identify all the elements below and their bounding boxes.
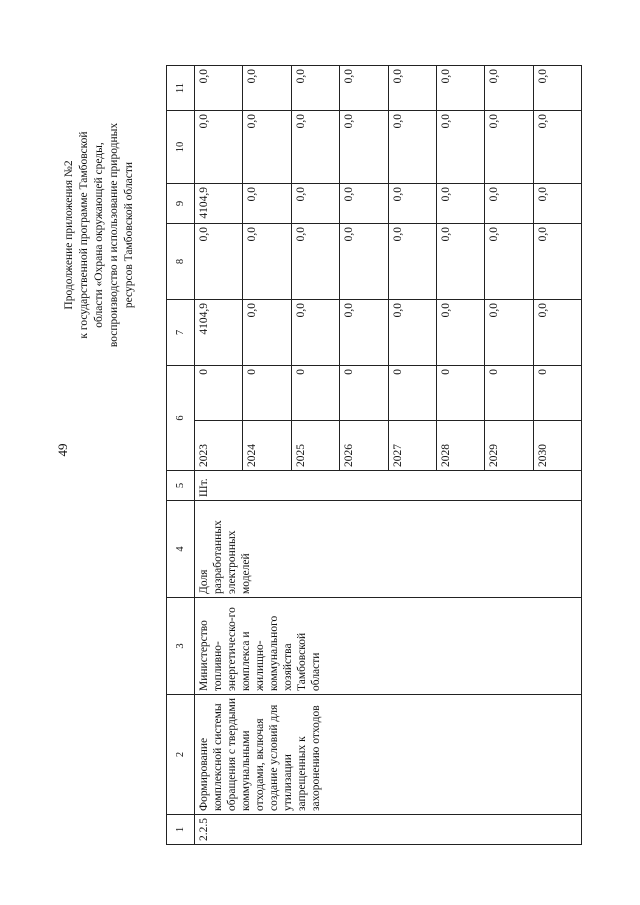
value-cell: 0,0 (340, 184, 388, 224)
value-cell: 0,0 (533, 111, 581, 184)
value-cell: 0,0 (291, 66, 339, 111)
value-cell: 0,0 (533, 66, 581, 111)
value-cell: 0,0 (243, 66, 291, 111)
value-cell: 0 (291, 366, 339, 421)
row-id: 2.2.5 (195, 815, 582, 845)
column-number: 10 (167, 111, 195, 184)
value-cell: 0,0 (243, 111, 291, 184)
value-cell: 0,0 (533, 184, 581, 224)
value-cell: 0,0 (243, 300, 291, 366)
column-number: 7 (167, 300, 195, 366)
value-cell: 0,0 (485, 111, 533, 184)
value-cell: 4104,9 (195, 300, 243, 366)
appendix-line: Продолжение приложения №2 (63, 160, 75, 310)
year-cell: 2023 (195, 421, 243, 471)
event-name: Формирование комплексной системы обращения с твердыми коммунальными отходами, включая создание условий для утилизации запрещенных к захоронению отходов (195, 695, 582, 815)
value-cell: 0,0 (243, 184, 291, 224)
appendix-line: к государственной программе Тамбовской (78, 131, 90, 339)
value-cell: 0,0 (291, 300, 339, 366)
value-cell: 0 (340, 366, 388, 421)
appendix-line: области «Охрана окружающей среды, (93, 142, 105, 328)
appendix-line: воспроизводство и использование природных (108, 122, 120, 348)
value-cell: 0 (243, 366, 291, 421)
value-cell: 0,0 (195, 111, 243, 184)
value-cell: 0,0 (291, 111, 339, 184)
value-cell: 0,0 (340, 224, 388, 300)
value-cell: 0,0 (243, 224, 291, 300)
value-cell: 0,0 (291, 184, 339, 224)
header-row (167, 66, 195, 845)
value-cell: 0,0 (291, 224, 339, 300)
unit: Шт. (195, 471, 582, 501)
value-cell: 0,0 (436, 184, 484, 224)
program-table (166, 65, 582, 845)
value-cell: 0,0 (340, 111, 388, 184)
value-cell: 0,0 (340, 300, 388, 366)
value-cell: 0,0 (388, 224, 436, 300)
value-cell: 0,0 (485, 66, 533, 111)
column-number: 1 (167, 815, 195, 845)
value-cell: 0,0 (485, 184, 533, 224)
value-cell: 0,0 (195, 66, 243, 111)
responsible-executor: Министерство топливно-энергетическо-го комплекса и жилищно-коммунального хозяйства Тамбовской области (195, 598, 582, 695)
column-number: 4 (167, 501, 195, 598)
column-number: 3 (167, 598, 195, 695)
value-cell: 0,0 (436, 224, 484, 300)
column-number: 8 (167, 224, 195, 300)
appendix-line: ресурсов Тамбовской области (123, 161, 135, 309)
column-number: 6 (167, 366, 195, 471)
year-cell: 2026 (340, 421, 388, 471)
value-cell: 0,0 (388, 111, 436, 184)
column-number: 2 (167, 695, 195, 815)
column-number: 11 (167, 66, 195, 111)
value-cell: 0,0 (340, 66, 388, 111)
table-row (195, 66, 243, 845)
value-cell: 0 (485, 366, 533, 421)
value-cell: 0,0 (195, 224, 243, 300)
page-number: 49 (55, 443, 70, 457)
value-cell: 0 (436, 366, 484, 421)
value-cell: 0,0 (388, 66, 436, 111)
year-cell: 2029 (485, 421, 533, 471)
value-cell: 0,0 (436, 66, 484, 111)
year-cell: 2027 (388, 421, 436, 471)
value-cell: 0 (533, 366, 581, 421)
value-cell: 0,0 (436, 111, 484, 184)
value-cell: 0,0 (485, 300, 533, 366)
value-cell: 0 (195, 366, 243, 421)
appendix-caption (62, 110, 137, 360)
value-cell: 0,0 (436, 300, 484, 366)
value-cell: 0 (388, 366, 436, 421)
value-cell: 0,0 (388, 184, 436, 224)
value-cell: 0,0 (388, 300, 436, 366)
year-cell: 2030 (533, 421, 581, 471)
year-cell: 2028 (436, 421, 484, 471)
year-cell: 2025 (291, 421, 339, 471)
column-number: 9 (167, 184, 195, 224)
value-cell: 0,0 (485, 224, 533, 300)
indicator-name: Доля разработанных электронных моделей (195, 501, 582, 598)
value-cell: 0,0 (533, 224, 581, 300)
year-cell: 2024 (243, 421, 291, 471)
value-cell: 0,0 (533, 300, 581, 366)
value-cell: 4104,9 (195, 184, 243, 224)
column-number: 5 (167, 471, 195, 501)
